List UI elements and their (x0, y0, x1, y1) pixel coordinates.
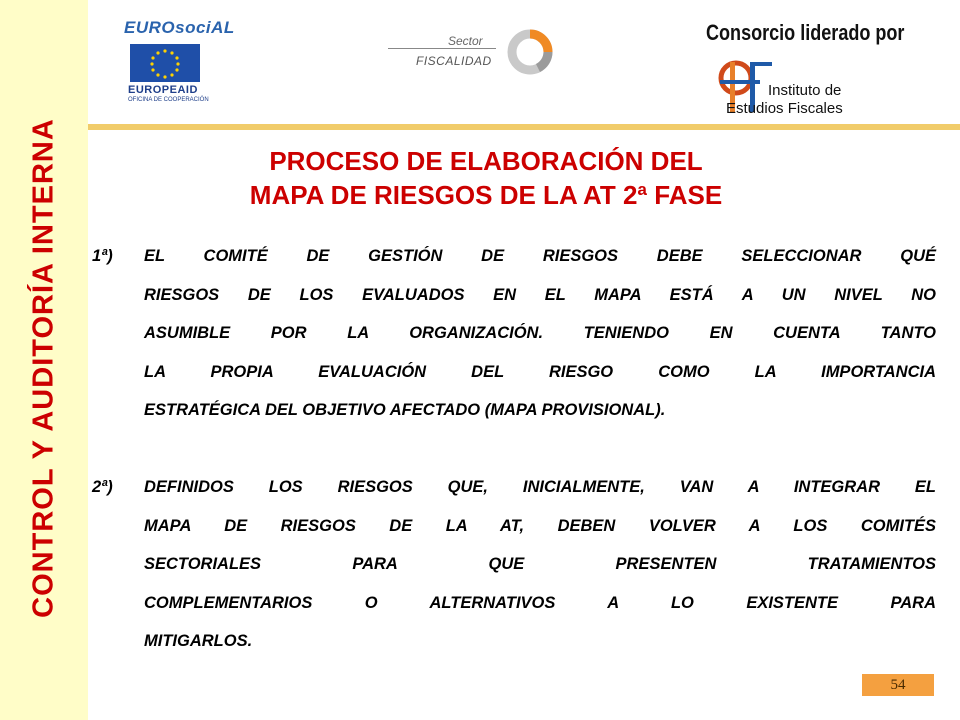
slide-title (88, 144, 884, 212)
point-1-line: ASUMIBLE POR LA ORGANIZACIÓN. TENIENDO EN CUENTA TANTO (144, 324, 936, 342)
ief-logo (706, 52, 866, 124)
sector-fiscalidad-logo (386, 22, 566, 82)
point-2-line: DEFINIDOS LOS RIESGOS QUE, INICIALMENTE, VAN A INTEGRAR EL (144, 478, 936, 496)
eurosocial-logo (112, 4, 235, 104)
point-2-marker: 2ª) (92, 478, 113, 496)
ief-line-1: Instituto de (768, 82, 842, 99)
point-1-line: LA PROPIA EVALUACIÓN DEL RIESGO COMO LA IMPORTANCIA (144, 362, 936, 381)
sector-rule (388, 48, 496, 49)
header-rule (88, 124, 960, 130)
oficina-caption: OFICINA DE COOPERACIÓN (128, 97, 209, 103)
sidebar-band (0, 0, 88, 720)
ief-line-2: Estudios Fiscales (726, 100, 843, 117)
consorcio-label: Consorcio liderado por (706, 20, 905, 45)
point-2-line: COMPLEMENTARIOS O ALTERNATIVOS A LO EXISTENTE PARA (144, 593, 936, 612)
point-1-line: RIESGOS DE LOS EVALUADOS EN EL MAPA ESTÁ A UN NIVEL NO (144, 285, 936, 304)
point-1 (92, 237, 936, 430)
ring-icon (504, 26, 556, 78)
page-number: 54 (862, 674, 934, 696)
title-line-1: PROCESO DE ELABORACIÓN DEL (269, 146, 703, 176)
eu-flag-icon (130, 44, 200, 82)
eurosocial-wordmark: EUROsociAL (124, 18, 235, 37)
sector-word: Sector (448, 34, 483, 48)
point-1-line: EL COMITÉ DE GESTIÓN DE RIESGOS DEBE SELECCIONAR QUÉ (144, 247, 936, 265)
sidebar-title: CONTROL Y AUDITORÍA INTERNA (27, 118, 60, 618)
point-2-line: MITIGARLOS. (144, 632, 253, 650)
point-2-line: SECTORIALES PARA QUE PRESENTEN TRATAMIENTOS (144, 555, 936, 573)
title-line-2: MAPA DE RIESGOS DE LA AT 2ª FASE (249, 180, 723, 210)
point-2-line: MAPA DE RIESGOS DE LA AT, DEBEN VOLVER A LOS COMITÉS (144, 516, 936, 535)
point-1-line: ESTRATÉGICA DEL OBJETIVO AFECTADO (MAPA PROVISIONAL). (144, 401, 666, 419)
europeaid-wordmark: EUROPEAID (128, 84, 198, 96)
point-1-marker: 1ª) (92, 247, 113, 265)
point-2 (92, 468, 936, 661)
fiscalidad-word: FISCALIDAD (416, 54, 492, 68)
